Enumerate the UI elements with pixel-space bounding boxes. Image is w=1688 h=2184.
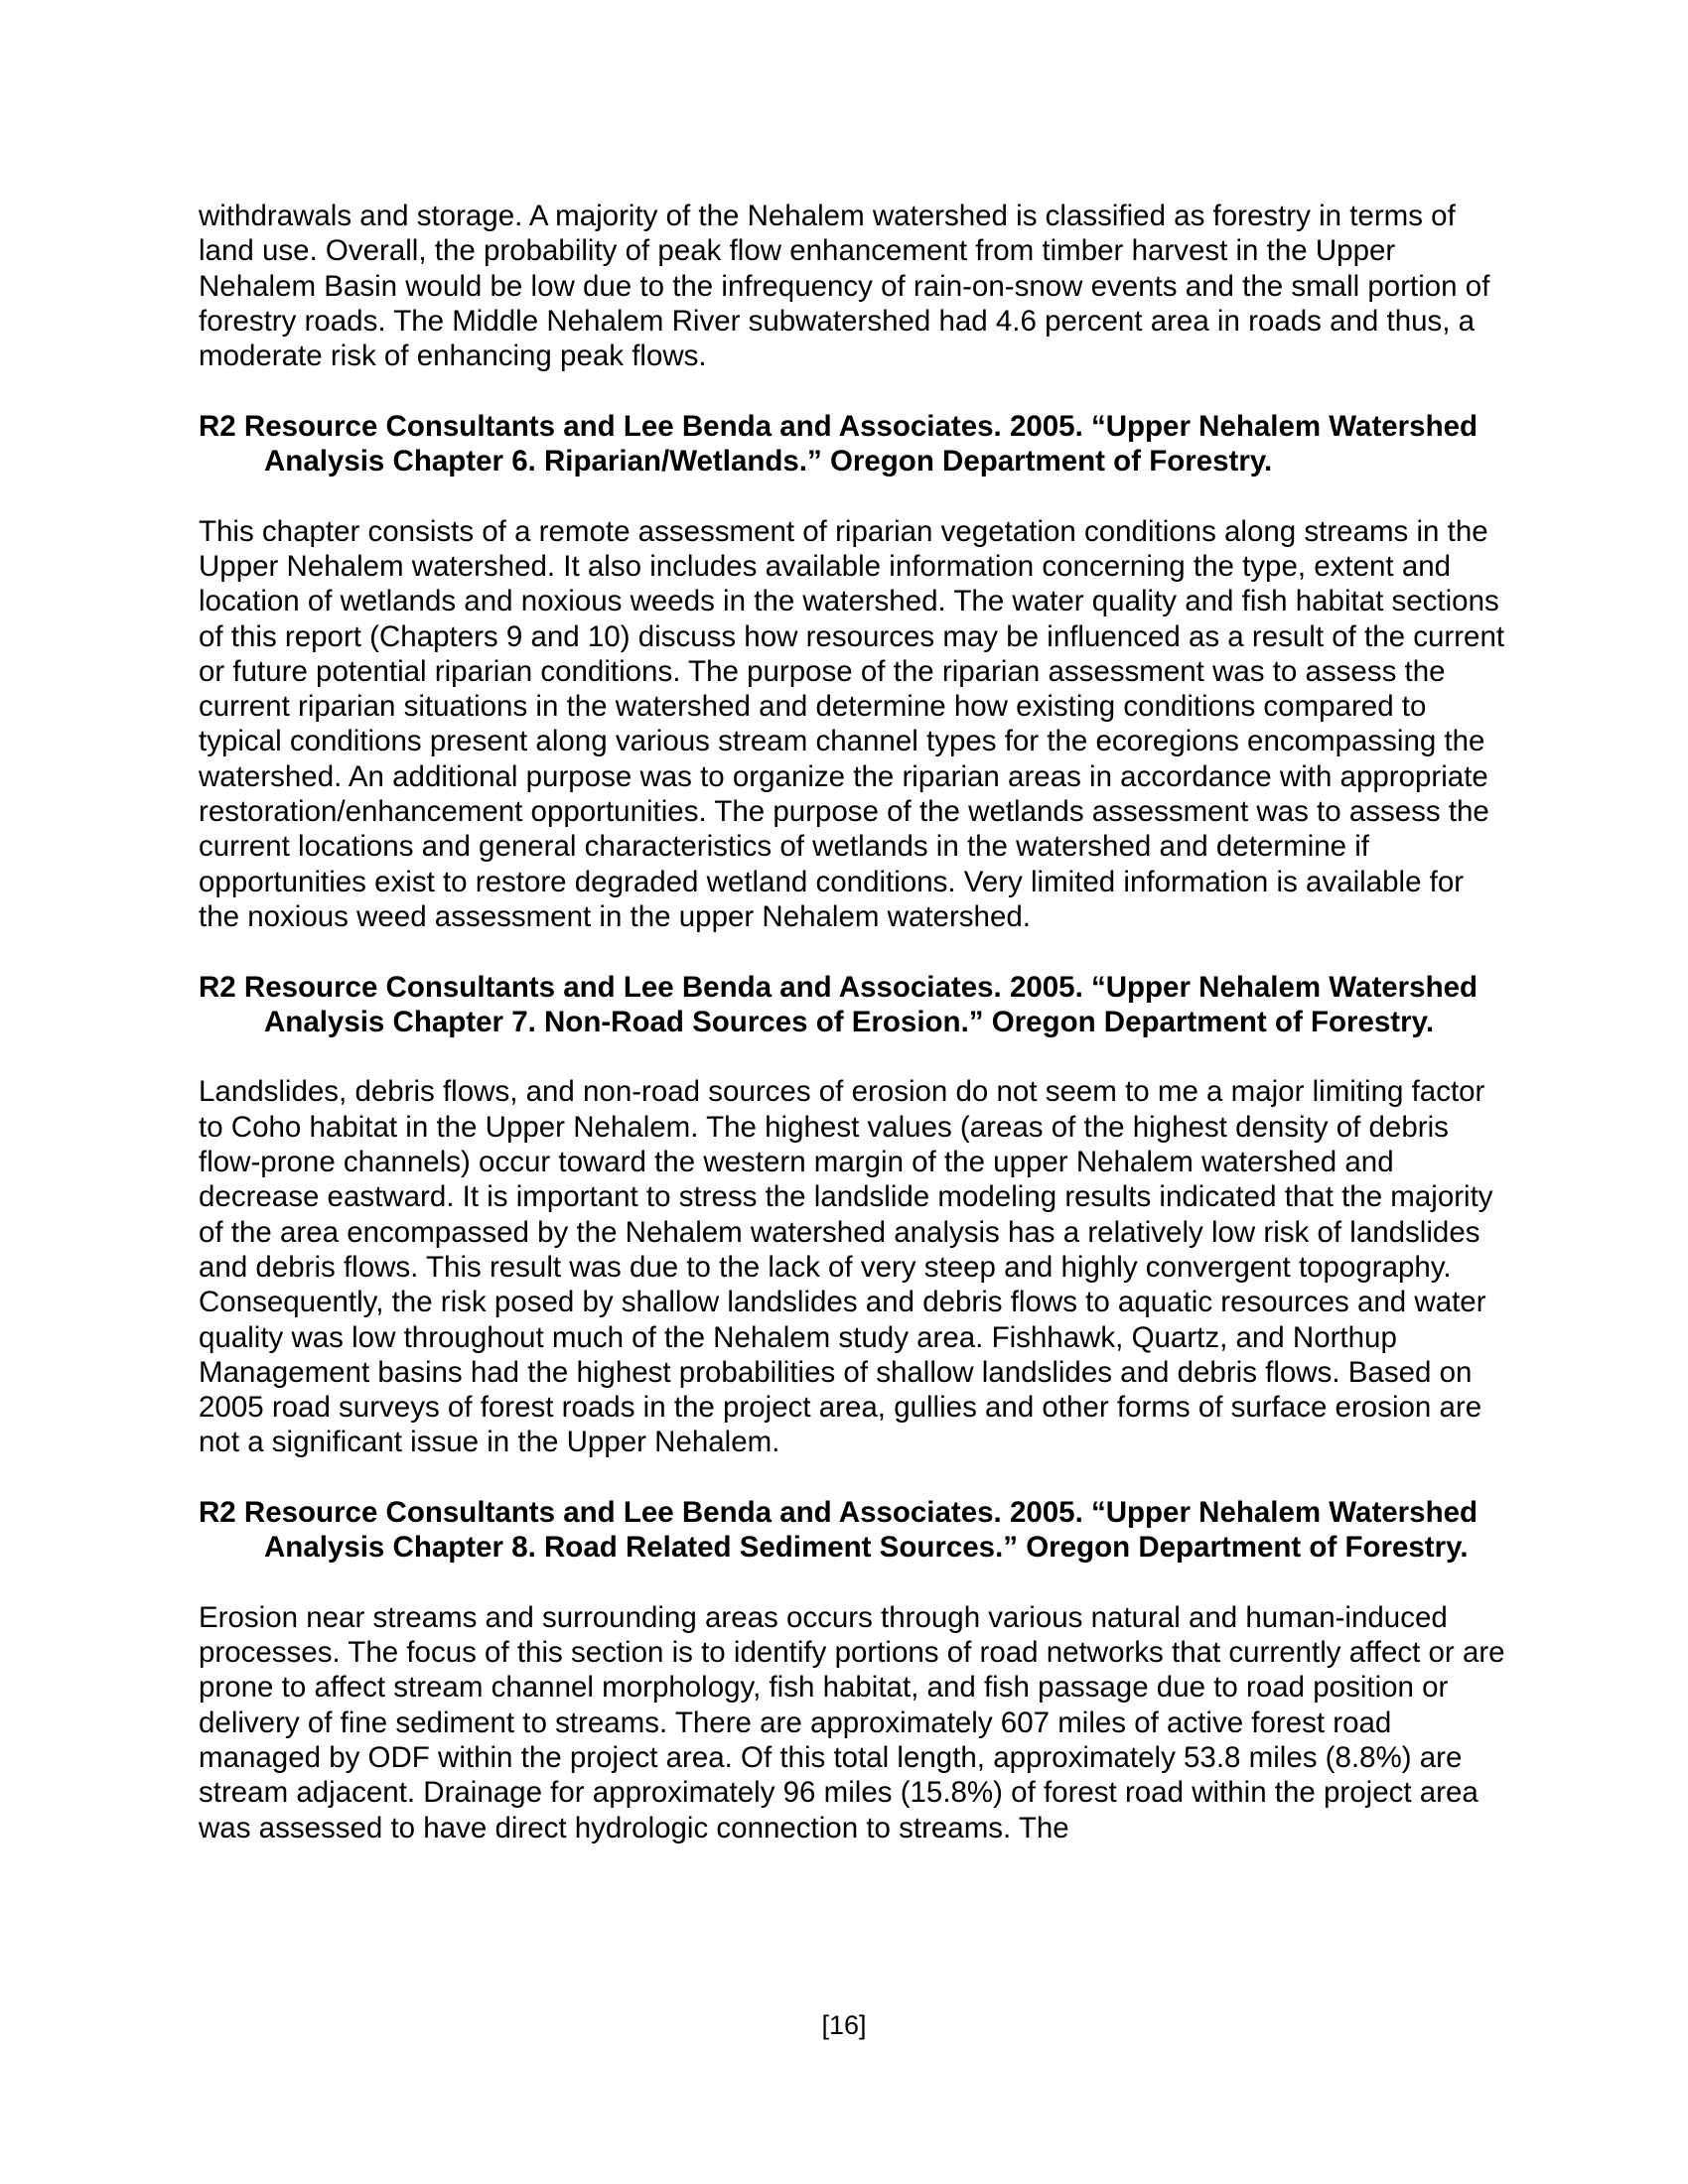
paragraph-peak-flow: withdrawals and storage. A majority of the Nehalem watershed is classified as forestry in terms of land use. Overall, the probability of peak flow enhancement from timber harvest in the Upper Nehalem Basin would be low due to the infrequency of rain-on-snow events and the small portion of forestry roads. The Middle Nehalem River subwatershed had 4.6 percent area in roads and thus, a moderate risk of enhancing peak flows. — [199, 200, 1490, 373]
paragraph-road-sediment: Erosion near streams and surrounding areas occurs through various natural and human-induced processes. The focus of this section is to identify portions of road networks that currently affect or are prone to affect stream channel morphology, fish habitat, and fish passage due to road position or delivery of fine sediment to streams. There are approximately 607 miles of active forest road managed by ODF within the project area. Of this total length, approximately 53.8 miles (8.8%) are stream adjacent. Drainage for approximately 96 miles (15.8%) of forest road within the project area was assessed to have direct hydrologic connection to streams. The — [199, 1600, 1505, 1844]
page-content — [199, 199, 1509, 1845]
reference-chapter-7: R2 Resource Consultants and Lee Benda and Associates. 2005. “Upper Nehalem Watershed Analysis Chapter 7. Non-Road Sources of Erosion.” Oregon Department of Forestry. — [199, 970, 1478, 1038]
paragraph-riparian: This chapter consists of a remote assessment of riparian vegetation conditions along streams in the Upper Nehalem watershed. It also includes available information concerning the type, extent and location of wetlands and noxious weeds in the watershed. The water quality and fish habitat sections of this report (Chapters 9 and 10) discuss how resources may be influenced as a result of the current or future potential riparian conditions. The purpose of the riparian assessment was to assess the current riparian situations in the watershed and determine how existing conditions compared to typical conditions present along various stream channel types for the ecoregions encompassing the watershed. An additional purpose was to organize the riparian areas in accordance with appropriate restoration/enhancement opportunities. The purpose of the wetlands assessment was to assess the current locations and general characteristics of wetlands in the watershed and determine if opportunities exist to restore degraded wetland conditions. Very limited information is available for the noxious weed assessment in the upper Nehalem watershed. — [199, 514, 1505, 933]
page-number: [16] — [821, 2010, 867, 2040]
reference-chapter-8: R2 Resource Consultants and Lee Benda and Associates. 2005. “Upper Nehalem Watershed Analysis Chapter 8. Road Related Sediment Sources.” Oregon Department of Forestry. — [199, 1495, 1478, 1565]
reference-chapter-6: R2 Resource Consultants and Lee Benda and Associates. 2005. “Upper Nehalem Watershed Analysis Chapter 6. Riparian/Wetlands.” Oregon Department of Forestry. — [199, 409, 1478, 478]
paragraph-erosion: Landslides, debris flows, and non-road sources of erosion do not seem to me a major limiting factor to Coho habitat in the Upper Nehalem. The highest values (areas of the highest density of debris flow-prone channels) occur toward the western margin of the upper Nehalem watershed and decrease eastward. It is important to stress the landslide modeling results indicated that the majority of the area encompassed by the Nehalem watershed analysis has a relatively low risk of landslides and debris flows. This result was due to the lack of very steep and highly convergent topography. Consequently, the risk posed by shallow landslides and debris flows to aquatic resources and water quality was low throughout much of the Nehalem study area. Fishhawk, Quartz, and Northup Management basins had the highest probabilities of shallow landslides and debris flows. Based on 2005 road surveys of forest roads in the project area, gullies and other forms of surface erosion are not a significant issue in the Upper Nehalem. — [199, 1075, 1493, 1459]
